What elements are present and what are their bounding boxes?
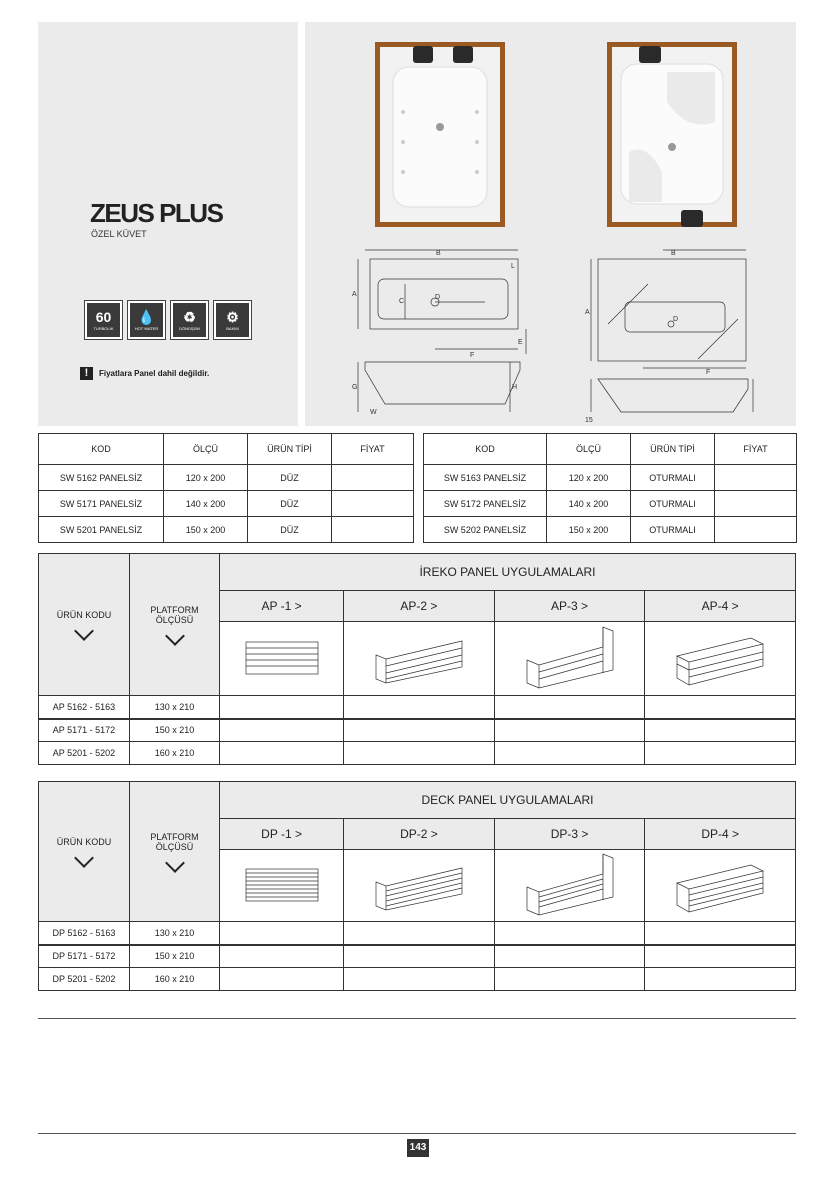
table-row: DP 5201 - 5202 160 x 210 xyxy=(39,968,796,991)
header-kod: KOD xyxy=(424,434,547,465)
label-g: G xyxy=(352,384,358,391)
panel-ap1-drawing xyxy=(220,622,344,696)
label-d: D xyxy=(435,294,441,301)
ireko-section-title: İREKO PANEL UYGULAMALARI xyxy=(220,554,796,591)
panel-ap3: AP-3 > xyxy=(494,591,645,622)
label-h: H xyxy=(512,384,518,391)
chevron-down-icon xyxy=(74,848,94,868)
chevron-down-icon xyxy=(165,626,185,646)
urun-kodu-header: ÜRÜN KODU xyxy=(39,782,130,922)
chevron-down-icon xyxy=(165,853,185,873)
feature-maintenance-icon: ⚙ BAKIM xyxy=(213,300,252,340)
table-row: DP 5162 - 5163 130 x 210 xyxy=(39,922,796,945)
label-w: W xyxy=(370,409,377,416)
table-row: AP 5162 - 5163 130 x 210 xyxy=(39,696,796,719)
header-urun-tipi: ÜRÜN TİPİ xyxy=(631,434,715,465)
table-row: SW 5163 PANELSİZ 120 x 200 OTURMALI xyxy=(424,465,797,491)
bathtub-photo-flat xyxy=(375,42,505,227)
bathtub-photo-seated xyxy=(607,42,737,227)
panel-dp3: DP-3 > xyxy=(494,819,645,850)
price-table-flat xyxy=(38,433,414,543)
header-kod: KOD xyxy=(39,434,164,465)
table-row: AP 5201 - 5202 160 x 210 xyxy=(39,742,796,765)
label-l: L xyxy=(511,263,515,270)
panel-dp4-drawing xyxy=(645,850,796,922)
header-olcu: ÖLÇÜ xyxy=(164,434,248,465)
platform-header: PLATFORM ÖLÇÜSÜ xyxy=(130,554,220,696)
table-row: SW 5172 PANELSİZ 140 x 200 OTURMALI xyxy=(424,491,797,517)
product-images-panel xyxy=(305,22,796,426)
label-b: B xyxy=(436,250,441,257)
chevron-down-icon xyxy=(74,621,94,641)
price-note-text: Fiyatlara Panel dahil değildir. xyxy=(99,369,210,378)
table-row: SW 5171 PANELSİZ 140 x 200 DÜZ xyxy=(39,491,414,517)
panel-ap3-drawing xyxy=(494,622,645,696)
panel-ap4: AP-4 > xyxy=(645,591,796,622)
panel-dp3-drawing xyxy=(494,850,645,922)
platform-header: PLATFORM ÖLÇÜSÜ xyxy=(130,782,220,922)
panel-dp4: DP-4 > xyxy=(645,819,796,850)
divider xyxy=(38,1133,796,1134)
divider xyxy=(38,1018,796,1019)
price-table-seated xyxy=(423,433,797,543)
feature-recycle-icon: ♻ DÖNÜŞÜM xyxy=(170,300,209,340)
header-fiyat: FİYAT xyxy=(715,434,797,465)
page-number: 143 xyxy=(407,1139,429,1157)
label-d2: D xyxy=(673,316,679,323)
feature-turbo-icon: 60 TURBOLİK xyxy=(84,300,123,340)
product-subtitle: ÖZEL KÜVET xyxy=(91,229,147,239)
label-c: C xyxy=(399,298,405,305)
header-olcu: ÖLÇÜ xyxy=(547,434,631,465)
label-f2: F xyxy=(706,369,711,376)
feature-icons xyxy=(84,300,252,340)
product-title: ZEUS PLUS xyxy=(90,198,223,228)
label-b2: B xyxy=(671,250,676,257)
panel-dp1: DP -1 > xyxy=(220,819,344,850)
technical-drawing-flat xyxy=(350,244,525,419)
warning-icon: ! xyxy=(80,367,93,380)
panel-ap2-drawing xyxy=(344,622,495,696)
panel-dp2-drawing xyxy=(344,850,495,922)
panel-dp2: DP-2 > xyxy=(344,819,495,850)
table-row: SW 5201 PANELSİZ 150 x 200 DÜZ xyxy=(39,517,414,543)
label-15: 15 xyxy=(585,417,593,424)
table-row: AP 5171 - 5172 150 x 210 xyxy=(39,719,796,742)
table-row: SW 5202 PANELSİZ 150 x 200 OTURMALI xyxy=(424,517,797,543)
label-f: F xyxy=(470,352,475,359)
price-note xyxy=(80,367,209,380)
urun-kodu-header: ÜRÜN KODU xyxy=(39,554,130,696)
panel-ap2: AP-2 > xyxy=(344,591,495,622)
label-e: E xyxy=(518,339,523,346)
ireko-panel-table xyxy=(38,553,796,765)
header-fiyat: FİYAT xyxy=(332,434,414,465)
panel-ap4-drawing xyxy=(645,622,796,696)
technical-drawing-seated xyxy=(583,244,758,424)
label-a: A xyxy=(352,291,357,298)
table-row: DP 5171 - 5172 150 x 210 xyxy=(39,945,796,968)
panel-ap1: AP -1 > xyxy=(220,591,344,622)
panel-dp1-drawing xyxy=(220,850,344,922)
deck-section-title: DECK PANEL UYGULAMALARI xyxy=(220,782,796,819)
table-row: SW 5162 PANELSİZ 120 x 200 DÜZ xyxy=(39,465,414,491)
label-a2: A xyxy=(585,309,590,316)
header-urun-tipi: ÜRÜN TİPİ xyxy=(248,434,332,465)
deck-panel-table xyxy=(38,781,796,991)
feature-hot-water-icon: 💧 HOT WATER xyxy=(127,300,166,340)
